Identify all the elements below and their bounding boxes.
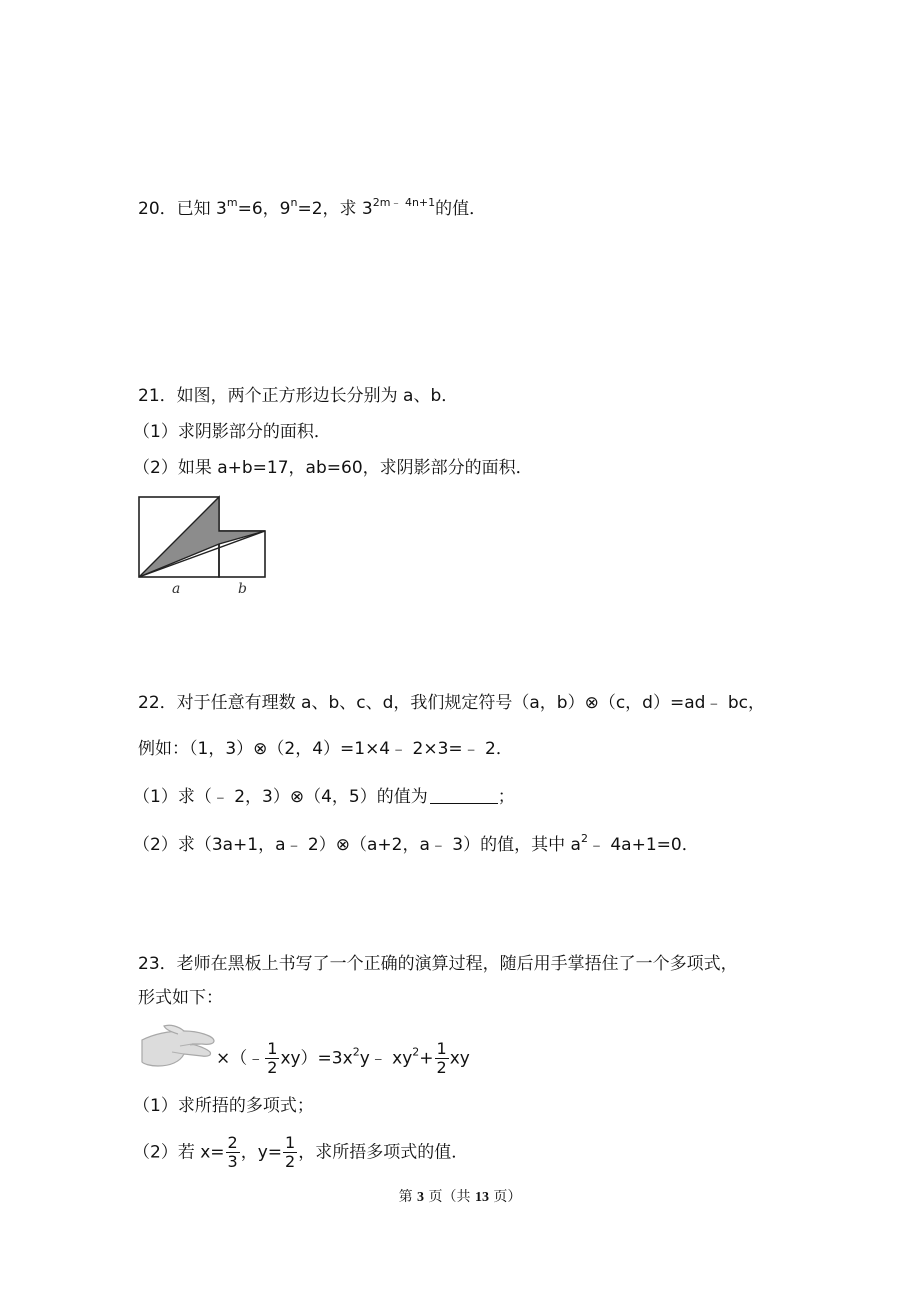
question-23-part-1: （1）求所捂的多项式； [133,1096,314,1116]
fraction-one-half: $\frac{1}{2}$ [267,1039,278,1077]
question-20-number: 20． [138,199,177,219]
question-21-part-1: （1）求阴影部分的面积． [133,422,331,442]
label-a: a [172,581,181,597]
label-b: b [238,581,247,597]
answer-blank[interactable] [430,785,498,804]
question-23-title-line2: 形式如下： [138,988,223,1008]
hand-icon [140,1022,216,1068]
fraction-one-half-2: $\frac{1}{2}$ [436,1039,447,1077]
question-23-equation: ×（﹣ $\frac{1}{2}$ $xy)=3x^2y﹣$ $xy^2+$ $\frac{1}{2}$ xy [216,1039,470,1077]
page-footer: 第 3 页（共 13 页） [398,1189,522,1205]
fraction-y: $\frac{1}{2}$ [285,1133,296,1171]
total-pages: 13 [474,1190,489,1205]
question-20: 20．已知 $3^m=6$，$9^n=2$，求 $3^{2m﹣ 4n+1}$的值． [138,196,487,219]
question-23-part-2: （2）若 x= $\frac{2}{3}$ ，y= $\frac{1}{2}$ ，求所捂多项式的值． [133,1133,469,1171]
shaded-region [139,497,265,577]
question-21-title: 21．如图，两个正方形边长分别为 a、b． [138,386,459,406]
question-21-part-2: （2）如果 a+b=17，ab=60，求阴影部分的面积． [133,458,533,478]
question-22-title: 22．对于任意有理数 a、b、c、d，我们规定符号（a，b）⊗（c，d）=ad﹣ bc， [138,693,765,713]
question-22-part-2: （2）求（3a+1，a﹣ 2）⊗（a+2，a﹣ 3）的值，其中 $a^2﹣$ 4a+1=0． [133,832,699,855]
current-page: 3 [417,1190,425,1205]
fraction-x: $\frac{2}{3}$ [227,1133,238,1171]
question-22-part-1: （1）求（﹣ 2，3）⊗（4，5）的值为 ； [133,787,515,807]
question-22-example: 例如：（1，3）⊗（2，4）=1×4﹣ 2×3=﹣ 2． [138,739,513,759]
question-23-title: 23．老师在黑板上书写了一个正确的演算过程，随后用手掌捂住了一个多项式， [138,954,738,974]
two-squares-figure [136,494,270,600]
